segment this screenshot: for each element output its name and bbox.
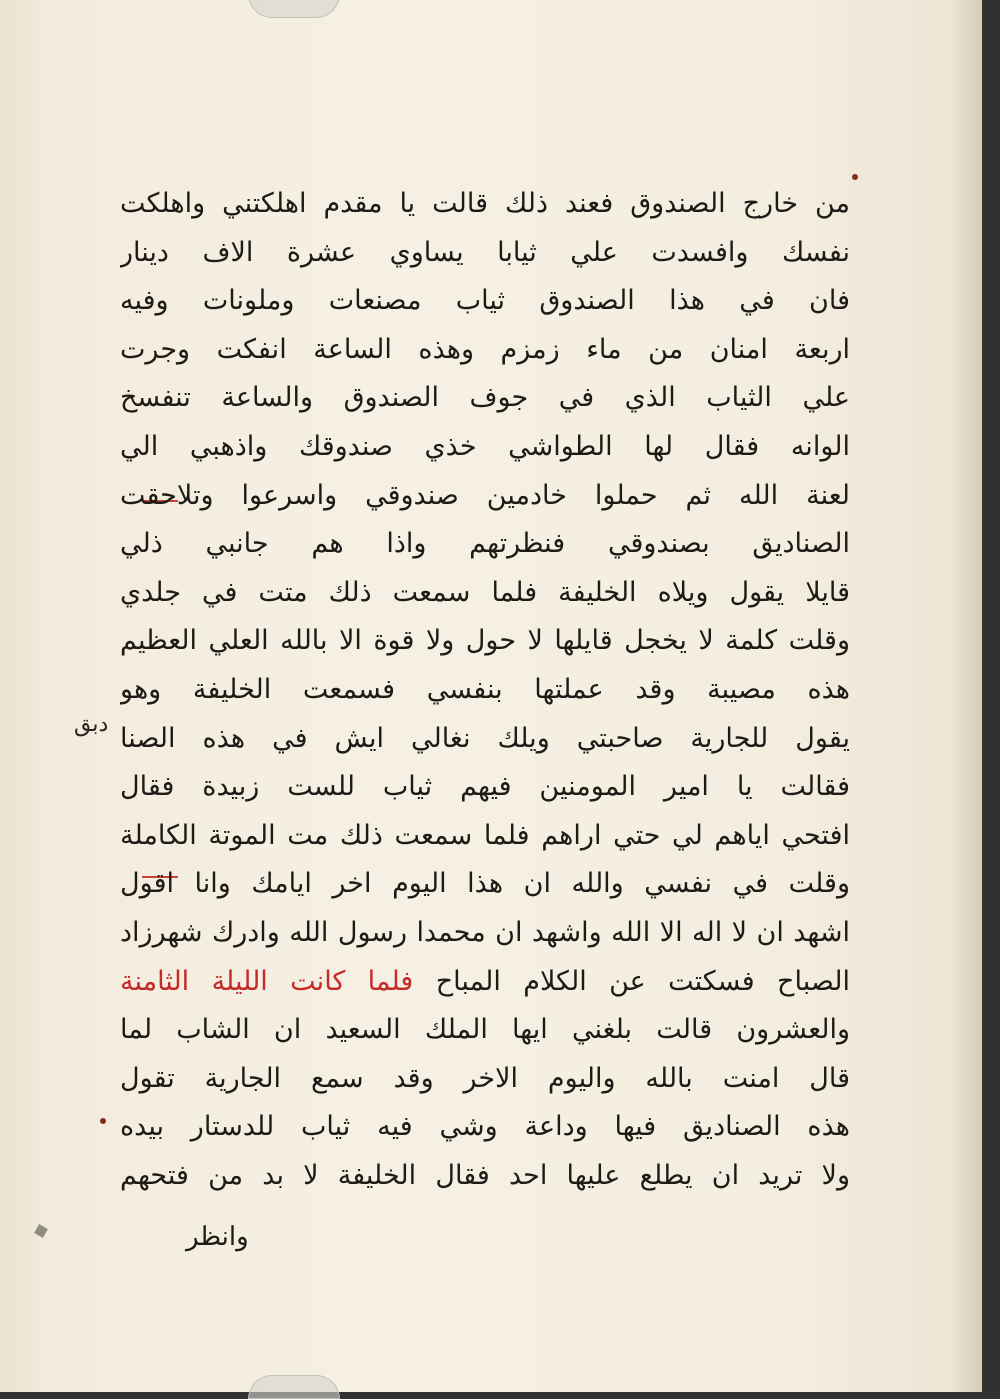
text-line: الصباح فسكتت عن الكلام المباح فلما كانت الليلة الثامنة bbox=[120, 965, 850, 997]
text-line: اشهد ان لا اله الا الله واشهد ان محمدا رسول الله وادرك شهرزاد bbox=[120, 916, 850, 948]
text-line: يقول للجارية صاحبتي ويلك نغالي ايش في هذه الصنا bbox=[120, 722, 850, 754]
ink-dot bbox=[852, 174, 858, 180]
text-line: والعشرون قالت بلغني ايها الملك السعيد ان الشاب لما bbox=[120, 1014, 850, 1046]
catchword: وانظر bbox=[186, 1222, 249, 1252]
rubric-heading: فلما كانت الليلة الثامنة bbox=[120, 965, 414, 997]
manuscript-text-block bbox=[120, 180, 850, 1200]
text-line: قايلا يقول ويلاه الخليفة فلما سمعت ذلك متت في جلدي bbox=[120, 576, 850, 608]
text-line: هذه مصيبة وقد عملتها بنفسي فسمعت الخليفة وهو bbox=[120, 673, 850, 705]
text-line: الوانه فقال لها الطواشي خذي صندوقك واذهبي الي bbox=[120, 430, 850, 462]
page-edge-shadow bbox=[952, 0, 980, 1392]
text-line: هذه الصناديق فيها وداعة وشي فيه ثياب للدستار بيده bbox=[120, 1111, 850, 1143]
text-line: علي الثياب الذي في جوف الصندوق والساعة تنفسخ bbox=[120, 382, 850, 414]
text-line: اربعة امنان من ماء زمزم وهذه الساعة انفكت وجرت bbox=[120, 333, 850, 365]
margin-note: دبق bbox=[74, 712, 109, 737]
text-line: نفسك وافسدت علي ثيابا يساوي عشرة الاف دينار bbox=[120, 236, 850, 268]
text-line: قال امنت بالله واليوم الاخر وقد سمع الجارية تقول bbox=[120, 1062, 850, 1094]
binding-clip-top bbox=[248, 0, 340, 18]
text-line: ولا تريد ان يطلع عليها احد فقال الخليفة لا بد من فتحهم bbox=[120, 1159, 850, 1191]
text-line: فان في هذا الصندوق ثياب مصنعات وملونات وفيه bbox=[120, 285, 850, 317]
text-line: وقلت في نفسي والله ان هذا اليوم اخر ايامك وانا اقول bbox=[120, 868, 850, 900]
ink-dot bbox=[100, 1118, 106, 1124]
text-line: فقالت يا امير المومنين فيهم ثياب للست زبيدة فقال bbox=[120, 771, 850, 803]
paper-speck bbox=[34, 1224, 48, 1238]
text-line: لعنة الله ثم حملوا خادمين صندوقي واسرعوا وتلاحقت bbox=[120, 479, 850, 511]
text-line: الصناديق بصندوقي فنظرتهم واذا هم جانبي ذلي bbox=[120, 528, 850, 560]
text-line: افتحي اياهم لي حتي اراهم فلما سمعت ذلك مت الموتة الكاملة bbox=[120, 819, 850, 851]
text-line: وقلت كلمة لا يخجل قايلها لا حول ولا قوة الا بالله العلي العظيم bbox=[120, 625, 850, 657]
text-line: من خارج الصندوق فعند ذلك قالت يا مقدم اهلكتني واهلكت bbox=[120, 188, 850, 219]
binding-clip-bottom bbox=[248, 1375, 340, 1399]
